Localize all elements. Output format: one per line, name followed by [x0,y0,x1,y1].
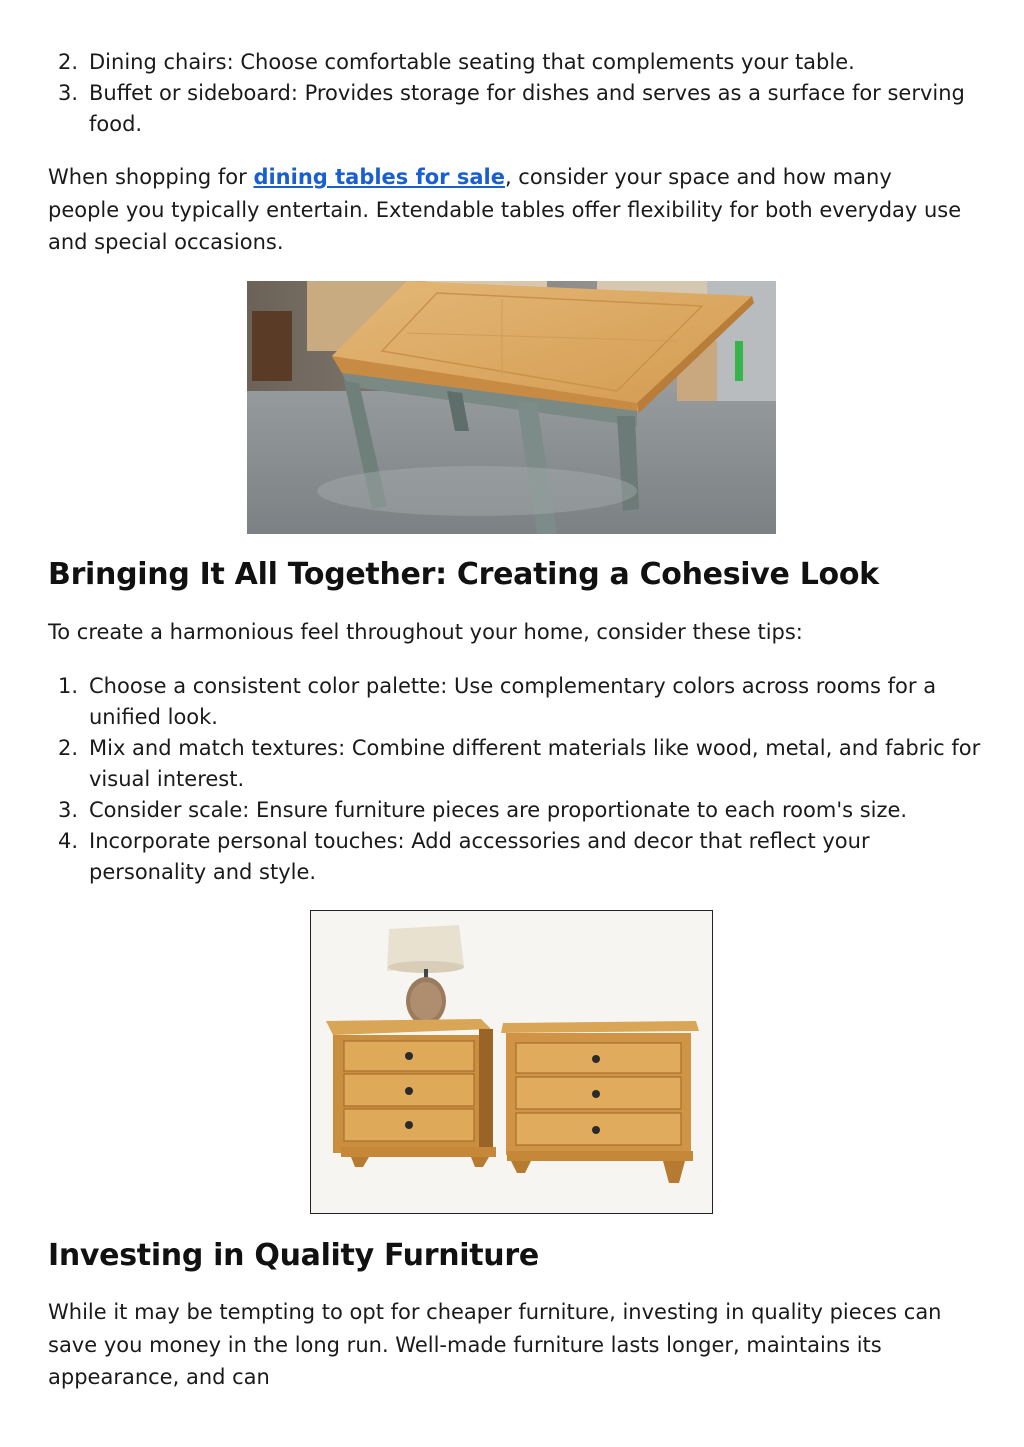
list-item [48,795,984,826]
list-item-text: Dining chairs: Choose comfortable seating that complements your table. [89,50,855,74]
list-number: 3. [58,81,79,105]
dining-table-photo [247,281,776,534]
list-item-text: Consider scale: Ensure furniture pieces are proportionate to each room's size. [89,798,908,822]
list-item-text: Mix and match textures: Combine different materials like wood, metal, and fabric for visual interest. [89,736,981,791]
list-number: 1. [58,674,79,698]
list-item [48,826,984,888]
list-item-text: Incorporate personal touches: Add accessories and decor that reflect your personality and style. [89,829,870,884]
paragraph-tips-intro: To create a harmonious feel throughout your home, consider these tips: [48,620,803,644]
section-heading-cohesive-look: Bringing It All Together: Creating a Cohesive Look [48,557,879,592]
paragraph-text: When shopping for [48,165,254,189]
paragraph-text: , consider your space and how many people you typically entertain. Extendable tables offer flexibility for both everyday use and special occasions. [48,165,962,254]
list-number: 2. [58,50,79,74]
dining-table-illustration [247,281,776,534]
list-item-text: Buffet or sideboard: Provides storage for dishes and serves as a surface for serving food. [89,81,965,136]
list-number: 4. [58,829,79,853]
section-heading-quality-furniture: Investing in Quality Furniture [48,1238,539,1273]
list-number: 3. [58,798,79,822]
ordered-list-furniture [48,47,984,140]
bedside-chests-illustration [311,911,712,1213]
list-item-text: Choose a consistent color palette: Use complementary colors across rooms for a unified look. [89,674,937,729]
paragraph-shopping [48,161,968,259]
list-item [48,47,984,78]
bedside-chests-photo [310,910,713,1214]
list-item [48,78,984,140]
list-number: 2. [58,736,79,760]
list-item [48,671,984,733]
list-item [48,733,984,795]
ordered-list-tips [48,671,984,888]
paragraph-quality: While it may be tempting to opt for cheaper furniture, investing in quality pieces can save you money in the long run. Well-made furniture lasts longer, maintains its appearance, and can [48,1300,942,1389]
dining-tables-link[interactable]: dining tables for sale [253,165,505,189]
